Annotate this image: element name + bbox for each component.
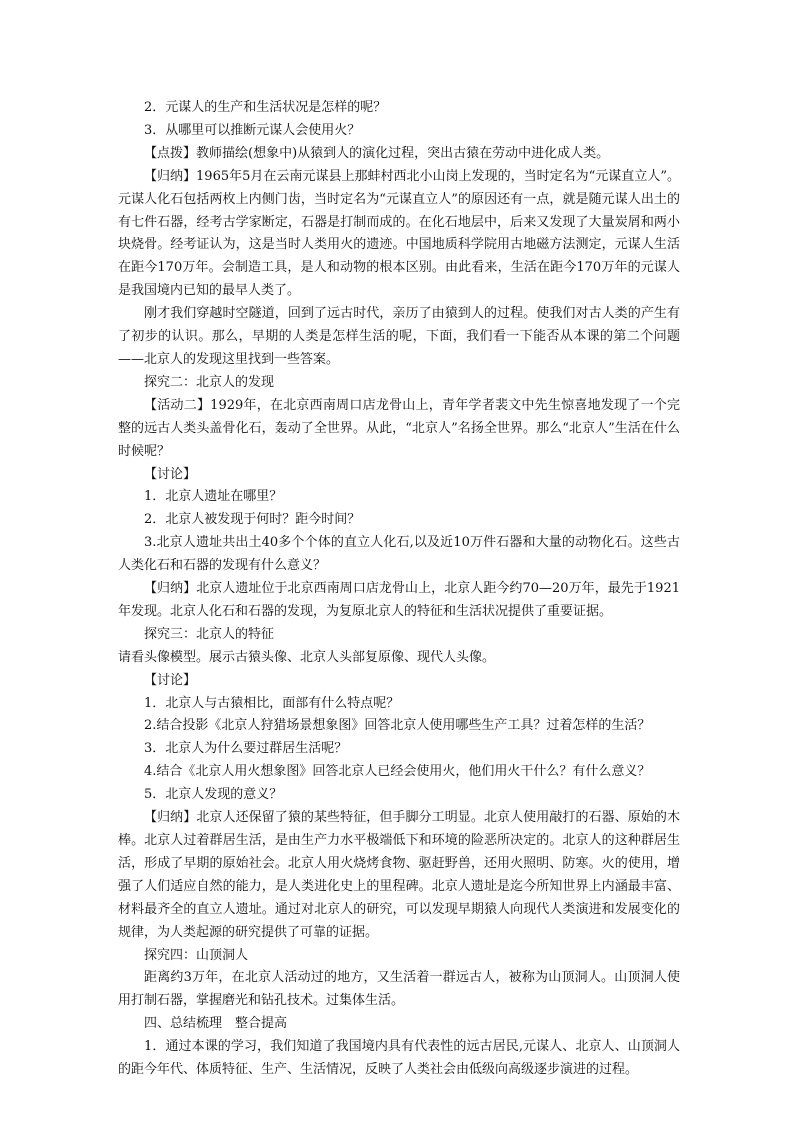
discussion-label: 【讨论】 bbox=[144, 672, 197, 688]
summary-peking-site: 【归纳】北京人遗址位于北京西南周口店龙骨山上，北京人距今约70—20万年，最先于1921年发现。北京人化石和石器的发现，为复原北京人的特征和生活状况提供了重要证据。 bbox=[118, 581, 680, 619]
hint-paragraph: 【点拨】教师描绘(想象中)从猿到人的演化过程，突出古猿在劳动中进化成人类。 bbox=[144, 145, 610, 161]
discussion-label: 【讨论】 bbox=[144, 466, 197, 482]
document-body bbox=[118, 97, 680, 1082]
activity-2-paragraph: 【活动二】1929年，在北京西南周口店龙骨山上，青年学者裴文中先生惊喜地发现了一个完整的远古人类头盖骨化石，轰动了全世界。从此，“北京人”名扬全世界。那么“北京人”生活在什么时候呢？ bbox=[118, 397, 680, 459]
discussion-item: 5．北京人发现的意义？ bbox=[144, 787, 283, 803]
section-heading-explore-4: 探究四：山顶洞人 bbox=[144, 947, 249, 963]
discussion-item: 1．北京人遗址在哪里？ bbox=[144, 489, 283, 505]
discussion-item: 4.结合《北京人用火想象图》回答北京人已经会使用火，他们用火干什么？有什么意义？ bbox=[144, 764, 651, 780]
discussion-item: 1．北京人与古猿相比，面部有什么特点呢？ bbox=[144, 695, 400, 711]
summary-yuanmou: 【归纳】1965年5月在云南元谋县上那蚌村西北小山岗上发现的，当时定名为“元谋直立人”。元谋人化石包括两枚上内侧门齿，当时定名为“元谋直立人”的原因还有一点，就是随元谋人出土的有七件石器，经考古学家断定，石器是打制而成的。在化石地层中，后来又发现了大量炭屑和两小块烧骨。经考证认为，这是当时人类用火的遗迹。中国地质科学院用古地磁方法测定，元谋人生活在距今170万年。会制造工具，是人和动物的根本区别。由此看来，生活在距今170万年的元谋人是我国境内已知的最早人类了。 bbox=[118, 168, 680, 299]
discussion-item: 3.北京人遗址共出土40多个个体的直立人化石,以及近10万件石器和大量的动物化石。这些古人类化石和石器的发现有什么意义？ bbox=[118, 535, 680, 574]
transition-paragraph: 刚才我们穿越时空隧道，回到了远古时代，亲历了由猿到人的过程。使我们对古人类的产生有了初步的认识。那么，早期的人类是怎样生活的呢，下面，我们看一下能否从本课的第二个问题——北京人的发现这里找到一些答案。 bbox=[118, 306, 680, 367]
summary-peking-features: 【归纳】北京人还保留了猿的某些特征，但手脚分工明显。北京人使用敲打的石器、原始的木棒。北京人过着群居生活，是由生产力水平极端低下和环境的险恶所决定的。北京人的这种群居生活，形成了早期的原始社会。北京人用火烧烤食物、驱赶野兽，还用火照明、防寒。火的使用，增强了人们适应自然的能力，是人类进化史上的里程碑。北京人遗址是迄今所知世界上内涵最丰富、材料最齐全的直立人遗址。通过对北京人的研究，可以发现早期猿人向现代人类演进和发展变化的规律，为人类起源的研究提供了可靠的证据。 bbox=[118, 810, 680, 940]
question-3: 3．从哪里可以推断元谋人会使用火？ bbox=[144, 122, 361, 138]
conclusion-paragraph: 1．通过本课的学习，我们知道了我国境内具有代表性的远古居民,元谋人、北京人、山顶洞人的距今年代、体质特征、生产、生活情况，反映了人类社会由低级向高级逐步演进的过程。 bbox=[118, 1039, 680, 1078]
discussion-item: 2.结合投影《北京人狩猎场景想象图》回答北京人使用哪些生产工具？过着怎样的生活？ bbox=[144, 718, 651, 734]
instruction-paragraph: 请看头像模型。展示古猿头像、北京人头部复原像、现代人头像。 bbox=[118, 649, 496, 665]
section-heading-explore-3: 探究三：北京人的特征 bbox=[144, 626, 275, 642]
question-2: 2．元谋人的生产和生活状况是怎样的呢？ bbox=[144, 100, 387, 115]
discussion-item: 3．北京人为什么要过群居生活呢？ bbox=[144, 741, 348, 757]
section-heading-explore-2: 探究二：北京人的发现 bbox=[144, 374, 275, 390]
discussion-item: 2．北京人被发现于何时？距今时间？ bbox=[144, 512, 361, 528]
upper-cave-paragraph: 距离约3万年，在北京人活动过的地方，又生活着一群远古人，被称为山顶洞人。山顶洞人使用打制石器，掌握磨光和钻孔技术。过集体生活。 bbox=[118, 970, 680, 1009]
section-heading-4: 四、总结梳理 整合提高 bbox=[144, 1016, 288, 1032]
